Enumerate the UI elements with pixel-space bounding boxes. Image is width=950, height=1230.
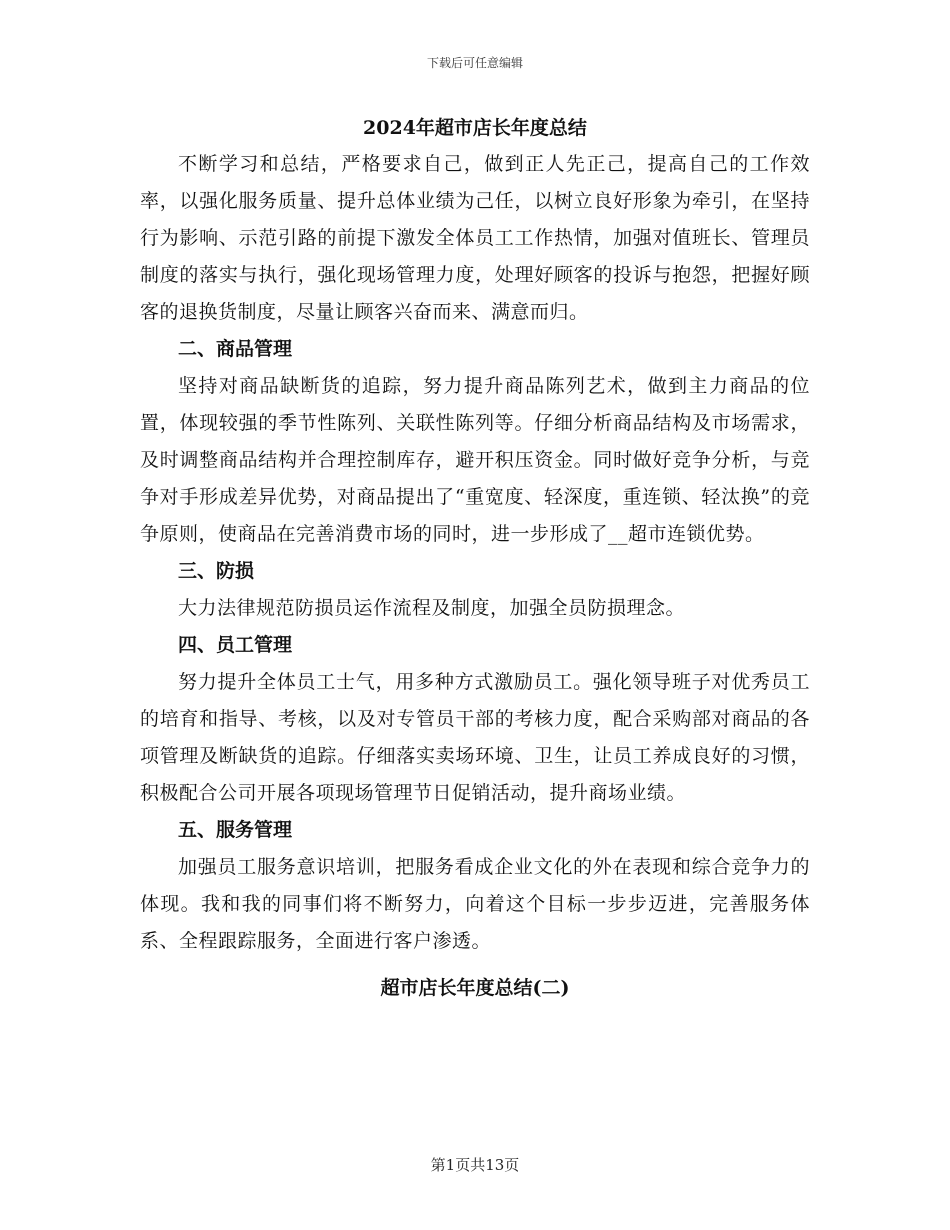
page-number-footer: 第1页共13页 [430, 1156, 520, 1174]
document-body [140, 112, 810, 1004]
section-heading: 五、服务管理 [178, 819, 293, 841]
section-product-management [140, 331, 810, 553]
section-paragraph: 坚持对商品缺断货的追踪，努力提升商品陈列艺术，做到主力商品的位置，体现较强的季节性陈列、关联性陈列等。仔细分析商品结构及市场需求，及时调整商品结构并合理控制库存，避开积压资金。同时做好竞争分析，与竞争对手形成差异优势，对商品提出了“重宽度、轻深度，重连锁、轻汰换”的竞争原则，使商品在完善消费市场的同时，进一步形成了__超市连锁优势。 [140, 375, 810, 545]
section-heading: 三、防损 [178, 560, 255, 582]
section-staff-management [140, 627, 810, 812]
section-service-management [140, 812, 810, 960]
section-paragraph: 大力法律规范防损员运作流程及制度，加强全员防损理念。 [178, 597, 686, 619]
section-loss-prevention [140, 553, 810, 627]
section-paragraph: 努力提升全体员工士气，用多种方式激励员工。强化领导班子对优秀员工的培育和指导、考核，以及对专管员干部的考核力度，配合采购部对商品的各项管理及断缺货的追踪。仔细落实卖场环境、卫生，让员工养成良好的习惯，积极配合公司开展各项现场管理节日促销活动，提升商场业绩。 [140, 671, 810, 804]
section-heading: 二、商品管理 [178, 338, 293, 360]
document-title: 2024年超市店长年度总结 [363, 117, 587, 139]
section-paragraph: 加强员工服务意识培训，把服务看成企业文化的外在表现和综合竞争力的体现。我和我的同事们将不断努力，向着这个目标一步步迈进，完善服务体系、全程跟踪服务，全面进行客户渗透。 [140, 856, 810, 952]
next-document-title: 超市店长年度总结(二) [380, 977, 570, 999]
section-heading: 四、员工管理 [178, 634, 293, 656]
intro-paragraph: 不断学习和总结，严格要求自己，做到正人先正己，提高自己的工作效率，以强化服务质量、提升总体业绩为己任，以树立良好形象为牵引，在坚持行为影响、示范引路的前提下激发全体员工工作热情，加强对值班长、管理员制度的落实与执行，强化现场管理力度，处理好顾客的投诉与抱怨，把握好顾客的退换货制度，尽量让顾客兴奋而来、满意而归。 [140, 153, 810, 323]
header-note: 下载后可任意编辑 [426, 56, 523, 70]
